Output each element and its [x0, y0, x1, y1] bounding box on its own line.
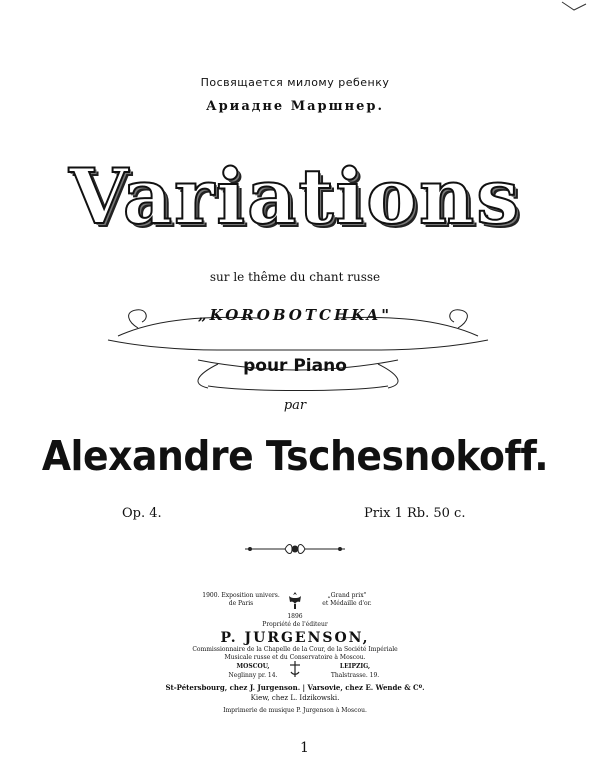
instrument-line: pour Piano	[243, 356, 347, 376]
printer-line: Imprimerie de musique P. Jurgenson à Moscou.	[223, 707, 367, 714]
page-mark: 1	[300, 740, 309, 756]
exposition-right	[302, 592, 392, 608]
composer-name: Alexandre Tschesnokoff.	[41, 432, 549, 480]
underline-swash	[108, 340, 488, 350]
branches-line: St-Pétersbourg, chez J. Jurgenson. | Varsovie, chez E. Wende & Cº.	[165, 683, 425, 692]
song-title: „KOROBOTCHKA"	[197, 306, 393, 324]
theme-line: sur le thême du chant russe	[209, 270, 381, 284]
corner-pencil-mark-icon	[560, 0, 588, 14]
exposition-left-line-2: de Paris	[228, 600, 254, 607]
city-moscow: MOSCOU,	[236, 663, 270, 670]
commission-line-2: Musicale russe et du Conservatoire à Moscou.	[224, 654, 366, 661]
address-leipzig: Thalstrasse. 19.	[330, 672, 380, 679]
dedication-line: Посвящается милому ребенку	[200, 76, 390, 89]
exposition-right-line-1: „Grand prix"	[327, 592, 367, 599]
publication-year: 1896	[287, 613, 303, 620]
price-label: Prix 1 Rb. 50 c.	[364, 506, 466, 521]
opus-number: Op. 4.	[122, 506, 162, 521]
ornamental-divider	[240, 540, 350, 558]
ornamental-cartouche	[98, 288, 498, 398]
property-notice: Propriété de l'éditeur	[262, 621, 328, 628]
dedicatee-name: Ариадне Маршнер.	[206, 99, 384, 114]
leipzig-address	[300, 662, 410, 680]
address-moscow: Neglinny pr. 14.	[228, 672, 278, 679]
kiew-line: Kiew, chez L. Idzikowski.	[250, 694, 340, 702]
exposition-left-line-1: 1900. Exposition univers.	[202, 592, 280, 599]
commission-line-1: Commissionnaire de la Chapelle de la Cour, de la Société Impériale	[192, 646, 398, 653]
page-title: Variations	[68, 152, 522, 241]
publisher-name: P. JURGENSON,	[220, 630, 370, 646]
exposition-right-line-2: et Médaille d'or.	[322, 600, 372, 607]
par-line: par	[283, 398, 307, 413]
exposition-left	[196, 592, 286, 608]
city-leipzig: LEIPZIG,	[339, 663, 371, 670]
lower-arc-2	[208, 386, 388, 391]
